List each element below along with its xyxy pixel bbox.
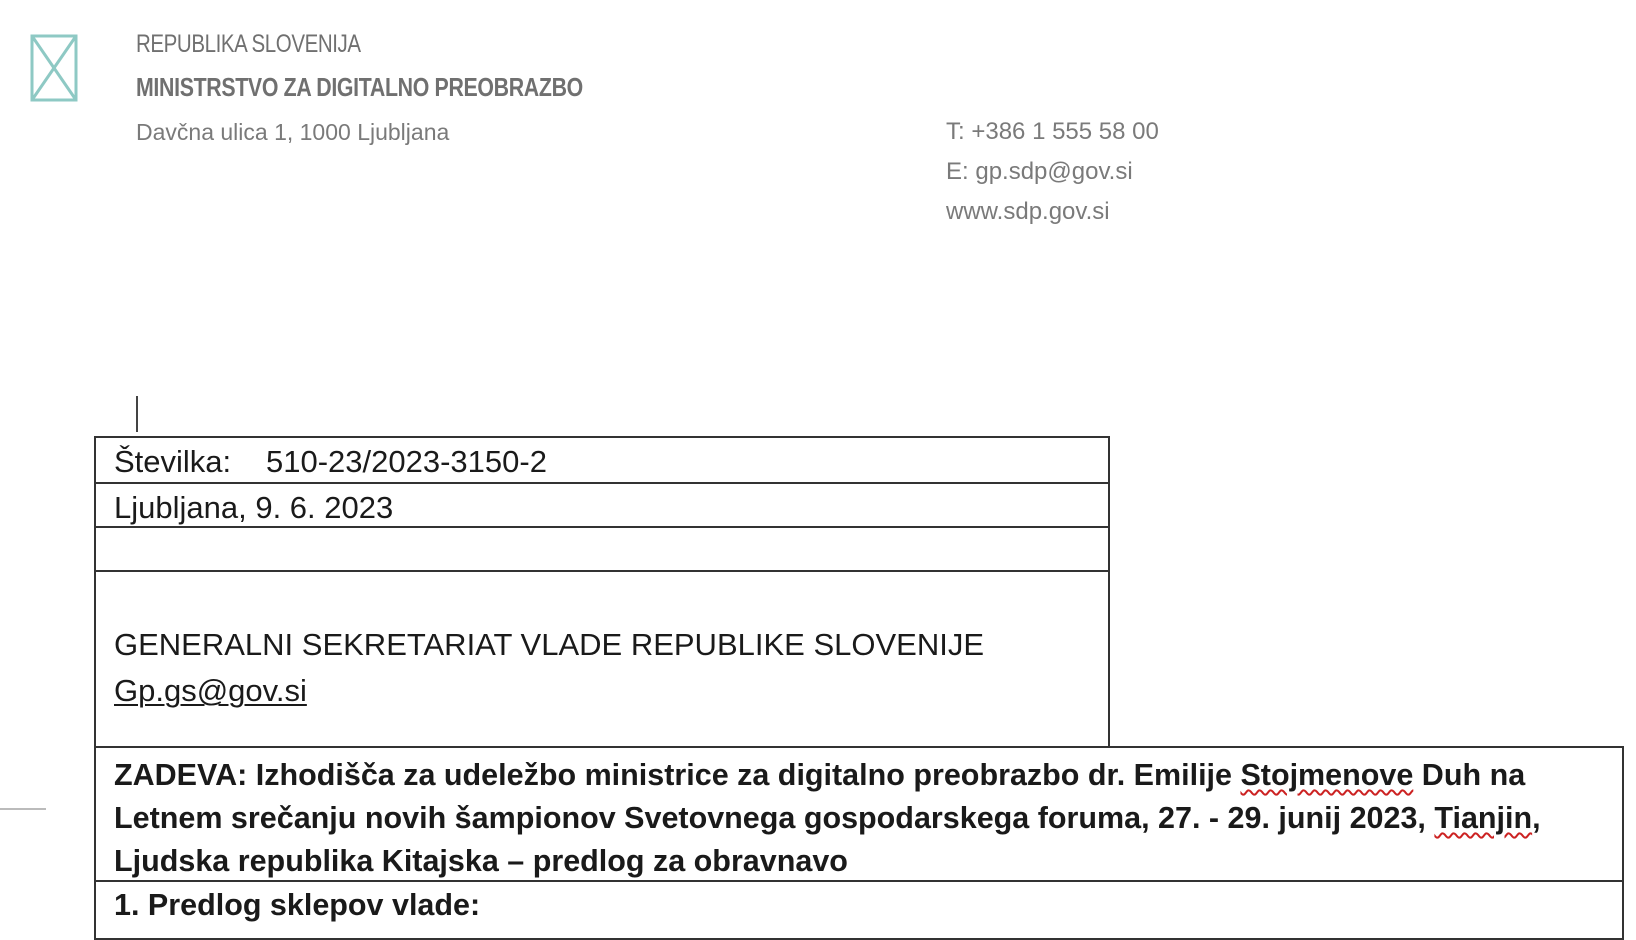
contact-website: www.sdp.gov.si: [946, 198, 1110, 225]
ministry-address: Davčna ulica 1, 1000 Ljubljana: [136, 119, 450, 145]
recipient-name: GENERALNI SEKRETARIAT VLADE REPUBLIKE SLOVENIJE: [114, 627, 984, 662]
recipient-email-link[interactable]: Gp.gs@gov.si: [114, 673, 307, 708]
spellcheck-flagged-word[interactable]: Stojmenove: [1240, 758, 1414, 792]
place-date-row[interactable]: [94, 482, 1110, 528]
margin-marker: [0, 808, 46, 810]
text-cursor: [136, 396, 138, 432]
subject-part-1: Izhodišča za udeležbo ministrice za digitalno preobrazbo dr. Emilije: [255, 758, 1241, 792]
subject-part-3: , Ljudska republika Kitajska – predlog za obravnavo: [114, 801, 1541, 878]
spellcheck-flagged-word[interactable]: Tianjin: [1434, 801, 1533, 835]
recipient-block: [114, 622, 984, 714]
section-heading-row[interactable]: [94, 880, 1624, 940]
section-heading: 1. Predlog sklepov vlade:: [114, 888, 481, 922]
subject-row[interactable]: [94, 746, 1624, 882]
place-date: Ljubljana, 9. 6. 2023: [114, 490, 394, 525]
document-number-row[interactable]: [94, 436, 1110, 484]
republic-name: REPUBLIKA SLOVENIJA: [136, 30, 361, 58]
subject-part-2: Duh na Letnem srečanju novih šampionov Svetovnega gospodarskega foruma, 27. - 29. junij 2023,: [114, 758, 1526, 835]
document-number-label: Številka:: [114, 444, 232, 479]
empty-row[interactable]: [94, 526, 1110, 572]
coat-of-arms-icon: [30, 34, 78, 102]
ministry-name: MINISTRSTVO ZA DIGITALNO PREOBRAZBO: [136, 72, 583, 102]
document-number: [114, 444, 547, 480]
subject-label: ZADEVA:: [114, 758, 248, 792]
contact-email: E: gp.sdp@gov.si: [946, 158, 1133, 185]
document-number-value: 510-23/2023-3150-2: [266, 444, 547, 479]
recipient-row[interactable]: [94, 570, 1110, 748]
subject-text: [114, 754, 1604, 883]
contact-phone: T: +386 1 555 58 00: [946, 118, 1159, 145]
